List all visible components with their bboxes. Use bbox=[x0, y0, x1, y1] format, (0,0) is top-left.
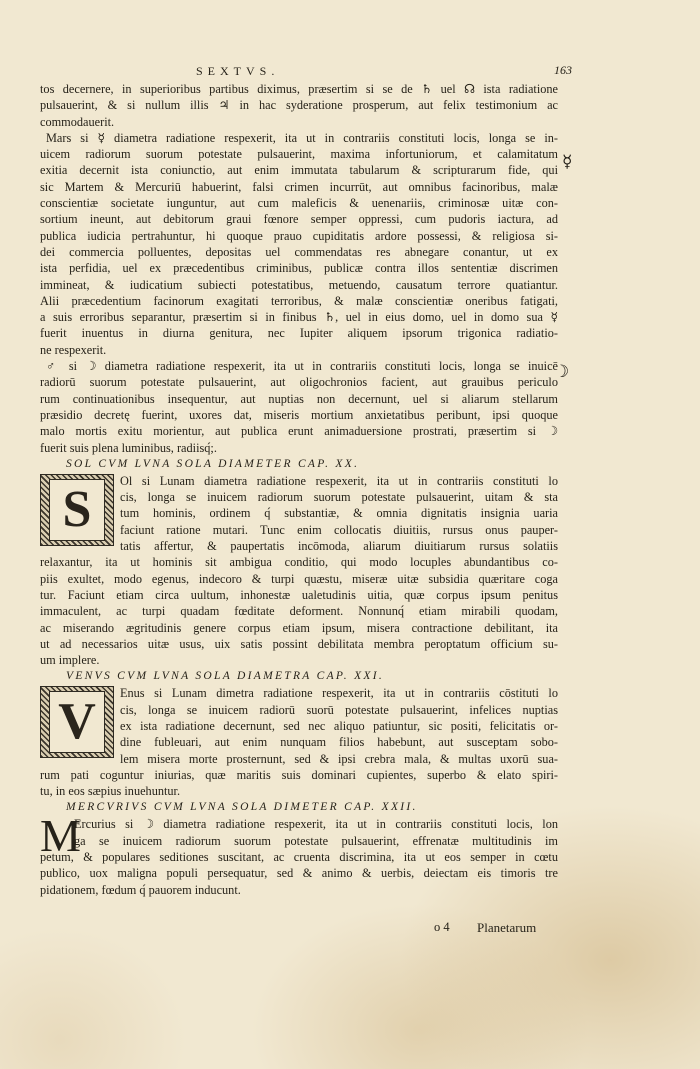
text-line: relaxantur, ita ut hominis sit ambigua conditio, qui modo locuples abundantibus co- bbox=[40, 555, 558, 570]
text-line: conscientiæ societate iunguntur, aut cum maleficis & uenenariis, criminosæ uitæ con- bbox=[40, 196, 558, 211]
text-line: ex ista radiatione decernunt, sed nec aliquo patiuntur, sic positi, felicitatis or- bbox=[120, 718, 558, 733]
text-line: tos decernere, in superioribus partibus diximus, præsertim si se de ♄ uel ☊ ista radiatione bbox=[40, 82, 558, 96]
chapter-21-body bbox=[40, 685, 558, 799]
mercury-symbol-icon: ☿ bbox=[562, 152, 573, 171]
text-line: pidationem, fœdum q́ pauorem inducunt. bbox=[40, 882, 241, 897]
catchword: Planetarum bbox=[477, 920, 537, 935]
text-line: ♂ si ☽ diametra radiatione respexerit, ita ut in contrariis constituti locis, longa se inuicē bbox=[46, 359, 558, 374]
text-line: sic Martem & Mercuriū habuerint, falsi crimen incurrūt, aut omnibus facinoribus, malæ bbox=[40, 179, 558, 194]
chapter-22-body bbox=[40, 810, 558, 897]
page-number: 163 bbox=[554, 63, 572, 77]
initial-letter: M bbox=[40, 810, 81, 862]
chapter-heading: VENVS CVM LVNA SOLA DIAMETRA CAP. XXI. bbox=[66, 670, 385, 683]
text-line: a suis erroribus separantur, præsertim si in finibus ♄, uel in eius domo, uel in domo sua ☿ bbox=[40, 310, 558, 325]
text-line: exitia decernit ista coniunctio, aut enim immutata tabularum & scripturarum fide, qui bbox=[40, 163, 558, 178]
page-footer bbox=[0, 920, 700, 940]
text-line: dine fubleuari, aut enim nunquam filios habebunt, aut susceptam sobo- bbox=[120, 735, 558, 750]
woodcut-initial-s bbox=[40, 474, 114, 546]
text-line: rum continuationibus insequentur, aut nuptias non decernunt, uel si aliarum stellarum bbox=[40, 391, 558, 406]
text-line: immaculent, ac turpi quadam fœditate deforment. Nonnunq́ etiam mirabili quodam, bbox=[40, 604, 558, 619]
text-line: publico, uox maligna populi persequatur, sed & animo & uerbis, deiectam eis timoris tre bbox=[40, 866, 558, 881]
text-line: Ol si Lunam diametra radiatione respexerit, ita ut in contrariis constituti lo bbox=[120, 473, 558, 488]
paragraph-2 bbox=[40, 130, 558, 358]
text-line: Ercurius si ☽ diametra radiatione respexerit, ita ut in contrariis constituti locis, lon bbox=[74, 817, 558, 832]
paragraph-3 bbox=[40, 358, 558, 456]
text-line: præsidio decretę fuerint, uxores dat, miseris mortium anxietatibus peribunt, ipsi quoque bbox=[40, 407, 558, 422]
text-line: sortium ineunt, aut debitorum graui fœnore semper oppressi, cum pudoris iactura, ad bbox=[40, 212, 558, 227]
chapter-heading: MERCVRIVS CVM LVNA SOLA DIMETER CAP. XXII. bbox=[66, 801, 418, 814]
text-line: Alii præcedentium facinorum exagitati terroribus, & malæ conscientiæ oneribus fatigati, bbox=[40, 293, 558, 308]
initial-letter: V bbox=[49, 691, 105, 753]
text-line: fuerit suis plena luminibus, radiisq́;. bbox=[40, 440, 217, 455]
text-line: tum hominis, ordinem q́ substantiæ, & omnia dignitatis insignia uaria bbox=[120, 506, 558, 521]
paragraph-1 bbox=[40, 81, 558, 130]
text-line: radiorū suorum potestate pulsauerint, aut oligochronios facient, aut grauibus periculo bbox=[40, 375, 558, 390]
text-line: tatis affertur, & paupertatis incōmoda, aliarum diuitiarum rursus solatiis bbox=[120, 539, 558, 554]
text-line: publica iudicia pertrahuntur, hi quoque prauo cupiditatis ardore possessi, & religiosa si- bbox=[40, 228, 558, 243]
chapter-heading: SOL CVM LVNA SOLA DIAMETER CAP. XX. bbox=[66, 457, 360, 470]
running-head: SEXTVS. bbox=[196, 64, 280, 78]
text-line: piis exultet, modo egenus, indecoro & turpi quæstu, miseræ uitæ subsidia quæritare coga bbox=[40, 571, 558, 586]
text-line: ac miserando ægritudinis genere corpus etiam ipsum, misera contractione debilitant, ita bbox=[40, 620, 558, 635]
text-line: dei commercia polluentes, depositas uel commendatas res abnegare conantur, ut ex bbox=[40, 244, 558, 259]
text-line: tur. Faciunt etiam circa uultum, inhonestæ ualetudinis uitia, quæ corpus ipsum penitus bbox=[40, 587, 558, 602]
text-line: cis, longa se inuicem radiorū suorū potestate pulsauerint, infelices nuptias bbox=[120, 702, 558, 717]
text-line: um implere. bbox=[40, 653, 100, 668]
text-line: ista perfidia, uel ex præcedentibus criminibus, publicæ contra illos sententiæ discrimen bbox=[40, 261, 558, 276]
text-line: immineat, & iudicatium subiecti potestatibus, metuendo, causatum terrore quatiantur. bbox=[40, 277, 558, 292]
text-line: Enus si Lunam dimetra radiatione respexerit, ita ut in contrariis cōstituti lo bbox=[120, 686, 558, 701]
text-line: uicem radiorum suorum potestate pulsauerint, maxima infortuniorum, et calamitatum bbox=[40, 147, 558, 162]
initial-letter: S bbox=[49, 479, 105, 541]
text-line: ut ad necessarios uitæ usus, uix satis possint debilitata membra peroptatum officium su- bbox=[40, 636, 558, 651]
text-line: faciunt ratione mutari. Tunc enim collocatis diuitiis, rursus onus pauper- bbox=[120, 522, 558, 537]
text-line: malo mortis exitu morientur, aut publica erunt animaduersione prostrati, præsertim si ☽ bbox=[40, 424, 558, 439]
text-line: ne respexerit. bbox=[40, 342, 107, 357]
text-line: Mars si ☿ diametra radiatione respexerit, ita ut in contrariis constituti locis, longa se in- bbox=[46, 130, 558, 145]
text-line: petum, & populares seditiones suscitant, ac cruenta discrimina, ita ut eos semper in cœtu bbox=[40, 850, 558, 865]
text-line: ga se inuicem radiorum suorum potestate pulsauerint, effrenatæ multitudinis im bbox=[74, 833, 558, 848]
text-line: pulsauerint, & si nullum illis ♃ in hac syderatione prosperum, aut felix testimonium ac bbox=[40, 98, 558, 113]
woodcut-initial-v bbox=[40, 686, 114, 758]
signature-mark: o 4 bbox=[434, 920, 450, 934]
text-line: lem misera morte prosternunt, sed & ipsi crebra mala, & multas uxorū sua- bbox=[120, 751, 558, 766]
chapter-20-body bbox=[40, 473, 558, 669]
main-text bbox=[40, 81, 558, 898]
text-line: commodauerit. bbox=[40, 114, 115, 129]
moon-symbol-icon: ☽ bbox=[554, 362, 570, 381]
text-line: cis, longa se inuicem radiorum suorum potestate pulsauerint, uitam & sta bbox=[120, 490, 558, 505]
text-line: rum pati coguntur iniurias, quæ maritis suis dominari cupientes, superbo & elato spiri- bbox=[40, 767, 558, 782]
text-line: tu, in eos sæpius inuehuntur. bbox=[40, 784, 181, 799]
text-line: fuerit inuentus in diurna genitura, nec Iupiter aliquem ipsorum trigonica radiatio- bbox=[40, 326, 558, 341]
